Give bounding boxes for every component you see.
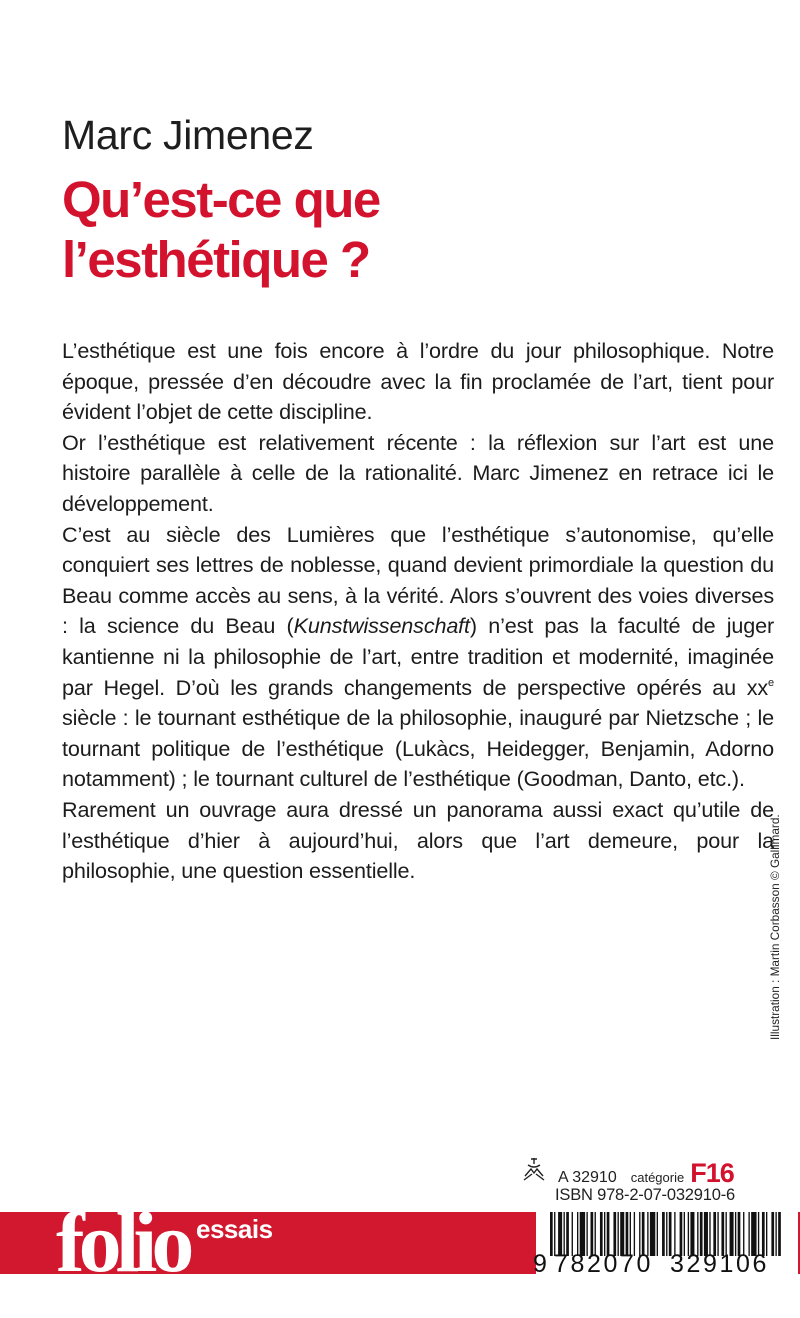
catalog-number: A 32910 bbox=[558, 1169, 617, 1186]
barcode-group-2: 329106 bbox=[670, 1250, 770, 1278]
blurb-paragraph-4: Rarement un ouvrage aura dressé un panorama aussi exact qu’utile de l’esthétique d’hier à aujourd’hui, alors que l’art demeure, pour la philosophie, une question essentielle. bbox=[62, 796, 774, 884]
category-label: catégorie bbox=[630, 1170, 685, 1185]
gallimard-mark-icon bbox=[522, 1156, 546, 1187]
illustration-credit: Illustration : Martin Corbasson © Gallimard. bbox=[768, 814, 782, 1040]
blurb-paragraph-1: L’esthétique est une fois encore à l’ordre du jour philosophique. Notre époque, pressée d’en découdre avec la fin proclamée de l’art, tient pour évident l’objet de cette discipline. bbox=[62, 338, 774, 425]
folio-logo: folio bbox=[56, 1194, 189, 1290]
author-name: Marc Jimenez bbox=[62, 112, 314, 158]
blurb-century-superscript: e bbox=[768, 676, 774, 689]
barcode-first-digit: 9 bbox=[533, 1250, 547, 1278]
blurb-paragraph-3 bbox=[62, 520, 774, 795]
blurb-paragraph-3-text-c: siècle : le tournant esthétique de la philosophie, inauguré par Nietzsche ; le tournant politique de l’esthétique (Lukàcs, Heidegger, Benjamin, Adorno notamment) ; le tournant culturel de l’esthétique (Goodman, Danto, etc.). bbox=[62, 705, 774, 792]
book-title-line-1: Qu’est-ce que bbox=[62, 171, 380, 228]
back-cover-blurb bbox=[62, 336, 774, 887]
blurb-italic-term: Kunstwissenschaft bbox=[293, 613, 470, 639]
category-code: F16 bbox=[690, 1158, 734, 1188]
blurb-paragraph-3-text-a: C’est au siècle des Lumières que l’esthétique s’autonomise, qu’elle conquiert ses lettres de noblesse, quand devient primordiale la question du Beau comme accès au sens, à la vérité. Alors s’ouvrent des voies diverses : la science du Beau ( bbox=[62, 521, 774, 639]
blurb-paragraph-3-text-b: ) n’est pas la faculté de juger kantienne ni la philosophie de l’art, entre tradition et modernité, imaginée par Hegel. D’où les grands changements de perspective opérés au bbox=[62, 613, 774, 700]
book-title bbox=[62, 170, 622, 290]
book-title-line-2: l’esthétique ? bbox=[62, 231, 370, 288]
blurb-century: xx bbox=[746, 674, 769, 700]
barcode-digits bbox=[533, 1250, 798, 1278]
isbn-number: ISBN 978-2-07-032910-6 bbox=[555, 1186, 735, 1204]
barcode-group-1: 782070 bbox=[554, 1250, 654, 1278]
catalog-row bbox=[522, 1153, 782, 1187]
blurb-paragraph-2: Or l’esthétique est relativement récente : la réflexion sur l’art est une histoire parallèle à celle de la rationalité. Marc Jimenez en retrace ici le développement. bbox=[62, 429, 774, 516]
series-name: essais bbox=[196, 1214, 273, 1244]
